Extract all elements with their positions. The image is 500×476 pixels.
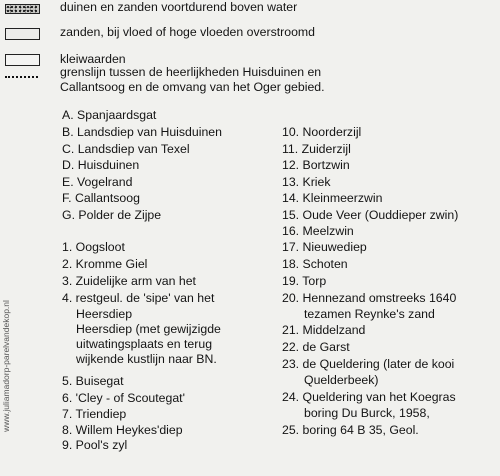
list-item-14: 14. Kleinmeerzwin <box>282 191 383 205</box>
list-item-4-line-2: Heersdiep <box>76 307 133 321</box>
boundary-line-swatch <box>5 76 38 78</box>
list-item-4: 4. restgeul. de 'sipe' van het <box>62 291 215 305</box>
sands-swatch <box>5 28 40 40</box>
watermark: www.juliamadorp-parelvandekop.nl <box>1 300 11 432</box>
list-item-5: 5. Buisegat <box>62 374 124 388</box>
list-item-6: 6. 'Cley - of Scoutegat' <box>62 391 185 405</box>
legend-dunes-text: duinen en zanden voortdurend boven water <box>60 0 298 14</box>
list-item-24: 24. Queldering van het Koegras <box>282 390 456 404</box>
legend-sands-text: zanden, bij vloed of hoge vloeden overstroomd <box>60 25 315 39</box>
letter-item-e: E. Vogelrand <box>62 175 133 189</box>
list-item-9: 9. Pool's zyl <box>62 438 128 452</box>
legend-clay-text: kleiwaarden <box>60 52 126 66</box>
clay-swatch <box>5 54 40 66</box>
letter-item-b: B. Landsdiep van Huisduinen <box>62 125 222 139</box>
list-item-7: 7. Triendiep <box>62 407 127 421</box>
letter-item-g: G. Polder de Zijpe <box>62 208 162 222</box>
list-item-23-line-2: Quelderbeek) <box>304 373 379 387</box>
list-item-4-line-4: uitwatingsplaats en terug <box>76 337 213 351</box>
list-item-25: 25. boring 64 B 35, Geol. <box>282 423 419 437</box>
list-item-2: 2. Kromme Giel <box>62 257 148 271</box>
list-item-8: 8. Willem Heykes'diep <box>62 423 183 437</box>
list-item-15: 15. Oude Veer (Ouddieper zwin) <box>282 208 459 222</box>
legend-boundary-text-2: Callantsoog en de omvang van het Oger gebied. <box>60 80 325 94</box>
list-item-19: 19. Torp <box>282 274 327 288</box>
list-item-16: 16. Meelzwin <box>282 224 354 238</box>
list-item-4-line-3: Heersdiep (met gewijzigde <box>76 322 221 336</box>
list-item-18: 18. Schoten <box>282 257 348 271</box>
legend-boundary-text-1: grenslijn tussen de heerlijkheden Huisduinen en <box>60 65 322 79</box>
list-item-24-line-2: boring Du Burck, 1958, <box>304 406 430 420</box>
list-item-1: 1. Oogsloot <box>62 240 125 254</box>
list-item-4-line-5: wijkende kustlijn naar BN. <box>76 352 217 366</box>
list-item-22: 22. de Garst <box>282 340 350 354</box>
list-item-20: 20. Hennezand omstreeks 1640 <box>282 291 457 305</box>
list-item-21: 21. Middelzand <box>282 323 366 337</box>
list-item-11: 11. Zuiderzijl <box>282 142 351 156</box>
list-item-3: 3. Zuidelijke arm van het <box>62 274 196 288</box>
letter-item-c: C. Landsdiep van Texel <box>62 142 190 156</box>
list-item-12: 12. Bortzwin <box>282 158 350 172</box>
letter-item-d: D. Huisduinen <box>62 158 140 172</box>
list-item-20-line-2: tezamen Reynke's zand <box>304 307 435 321</box>
letter-item-f: F. Callantsoog <box>62 191 140 205</box>
list-item-17: 17. Nieuwediep <box>282 240 367 254</box>
dunes-swatch <box>5 4 40 14</box>
list-item-23: 23. de Queldering (later de kooi <box>282 357 455 371</box>
list-item-10: 10. Noorderzijl <box>282 125 362 139</box>
letter-item-a: A. Spanjaardsgat <box>62 108 157 122</box>
list-item-13: 13. Kriek <box>282 175 331 189</box>
